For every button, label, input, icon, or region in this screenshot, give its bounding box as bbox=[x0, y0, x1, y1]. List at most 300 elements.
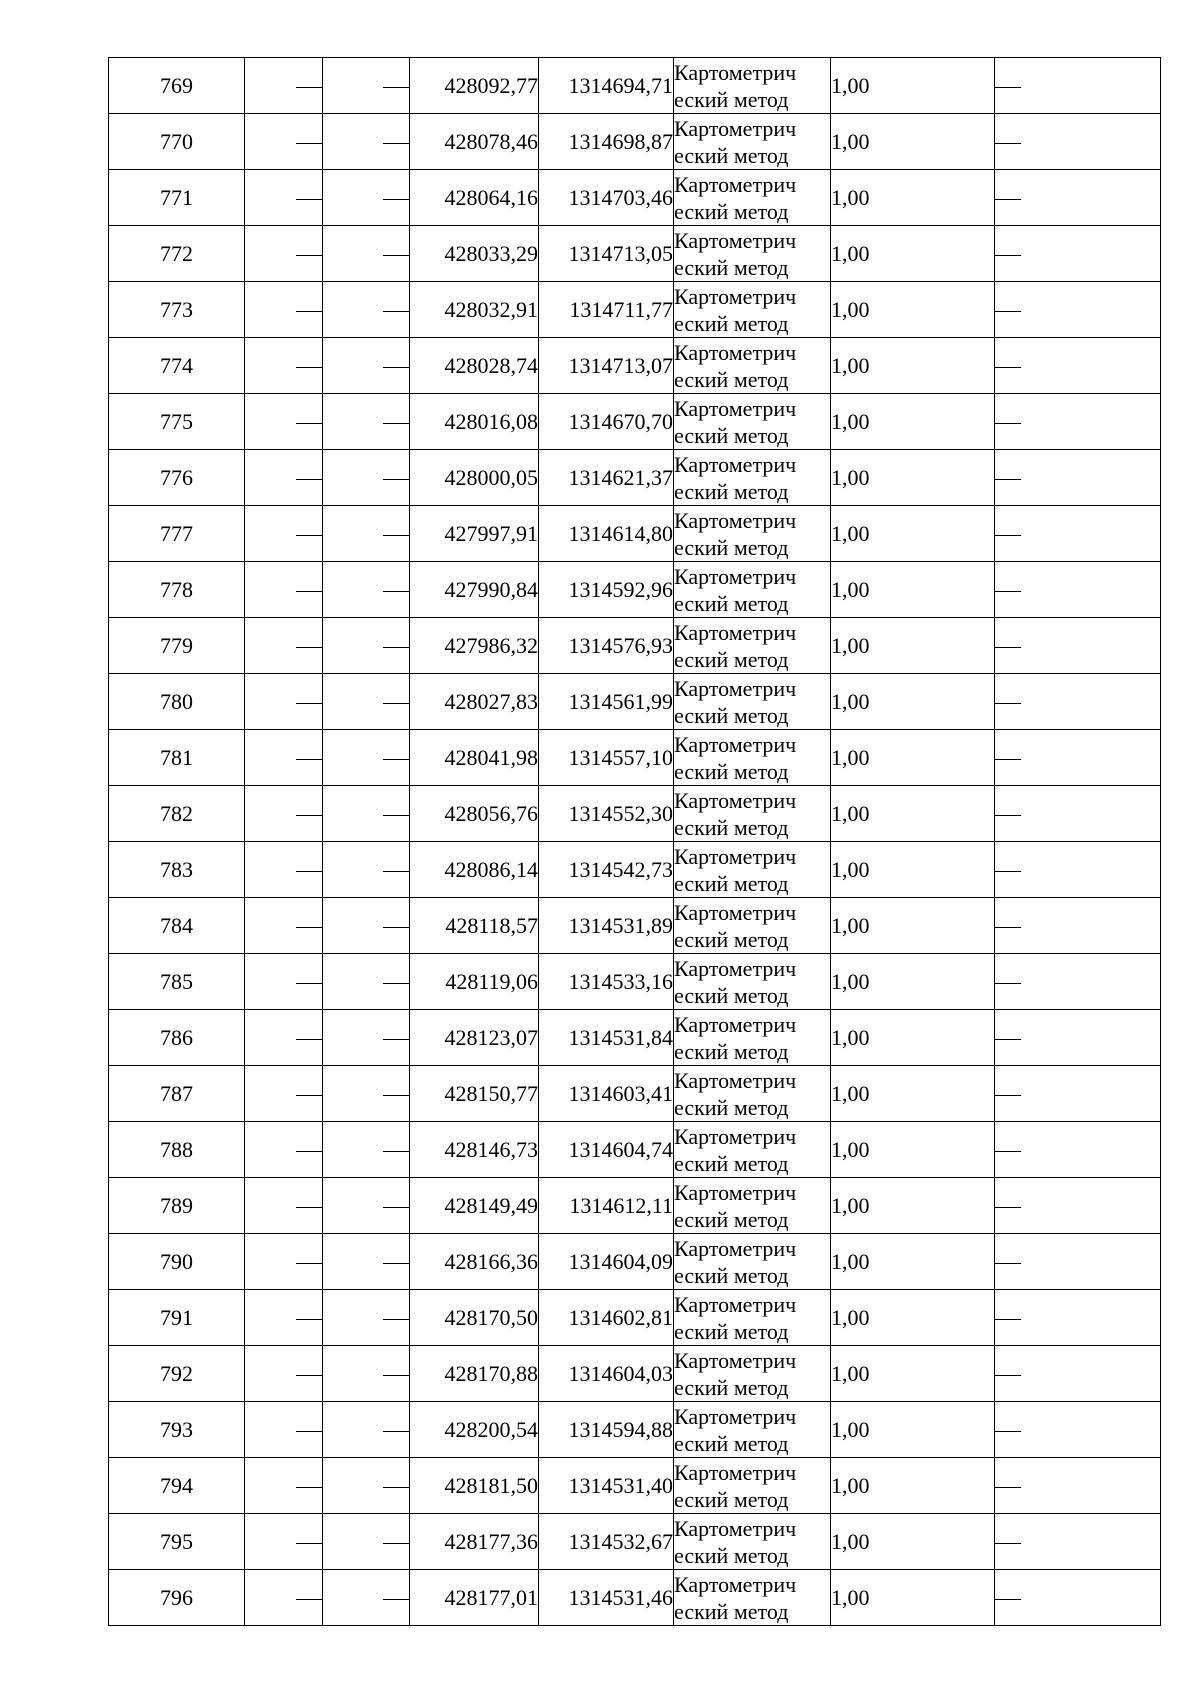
dash-mark bbox=[383, 1599, 409, 1600]
method-line-2: еский метод bbox=[674, 1430, 789, 1456]
dash-mark bbox=[296, 367, 322, 368]
method-line-2: еский метод bbox=[674, 646, 789, 672]
dash-mark bbox=[296, 1543, 322, 1544]
x-coordinate-cell: 428033,29 bbox=[410, 226, 539, 282]
point-number-cell: 769 bbox=[109, 58, 245, 114]
point-number-cell: 784 bbox=[109, 898, 245, 954]
empty-x-cell bbox=[245, 1290, 323, 1346]
dash-mark bbox=[995, 647, 1021, 648]
empty-x-cell bbox=[245, 1402, 323, 1458]
y-coordinate-cell: 1314552,30 bbox=[539, 786, 674, 842]
description-cell bbox=[995, 1010, 1161, 1066]
dash-mark bbox=[383, 815, 409, 816]
description-cell bbox=[995, 730, 1161, 786]
empty-y-cell bbox=[323, 1290, 410, 1346]
method-line-2: еский метод bbox=[674, 198, 789, 224]
empty-x-cell bbox=[245, 1010, 323, 1066]
precision-cell: 1,00 bbox=[831, 1066, 995, 1122]
method-line-2: еский метод bbox=[674, 1486, 789, 1512]
table-row bbox=[109, 394, 1161, 450]
dash-mark bbox=[383, 1039, 409, 1040]
x-coordinate-cell: 428170,88 bbox=[410, 1346, 539, 1402]
method-line-1: Картометрич bbox=[674, 1347, 797, 1373]
point-number-cell: 771 bbox=[109, 170, 245, 226]
dash-mark bbox=[995, 1431, 1021, 1432]
point-number-cell: 777 bbox=[109, 506, 245, 562]
dash-mark bbox=[995, 1599, 1021, 1600]
empty-x-cell bbox=[245, 170, 323, 226]
method-cell bbox=[674, 1178, 831, 1234]
dash-mark bbox=[383, 759, 409, 760]
precision-cell: 1,00 bbox=[831, 450, 995, 506]
description-cell bbox=[995, 1290, 1161, 1346]
dash-mark bbox=[383, 311, 409, 312]
dash-mark bbox=[995, 1543, 1021, 1544]
dash-mark bbox=[995, 759, 1021, 760]
point-number-cell: 787 bbox=[109, 1066, 245, 1122]
y-coordinate-cell: 1314531,89 bbox=[539, 898, 674, 954]
table-row bbox=[109, 338, 1161, 394]
y-coordinate-cell: 1314711,77 bbox=[539, 282, 674, 338]
precision-cell: 1,00 bbox=[831, 58, 995, 114]
method-line-1: Картометрич bbox=[674, 283, 797, 309]
method-line-1: Картометрич bbox=[674, 1459, 797, 1485]
method-line-1: Картометрич bbox=[674, 955, 797, 981]
empty-x-cell bbox=[245, 674, 323, 730]
precision-cell: 1,00 bbox=[831, 1290, 995, 1346]
dash-mark bbox=[296, 647, 322, 648]
precision-cell: 1,00 bbox=[831, 674, 995, 730]
empty-y-cell bbox=[323, 226, 410, 282]
method-line-1: Картометрич bbox=[674, 1515, 797, 1541]
empty-y-cell bbox=[323, 1570, 410, 1626]
method-cell bbox=[674, 786, 831, 842]
method-line-1: Картометрич bbox=[674, 1011, 797, 1037]
dash-mark bbox=[995, 1039, 1021, 1040]
dash-mark bbox=[383, 535, 409, 536]
y-coordinate-cell: 1314703,46 bbox=[539, 170, 674, 226]
coordinates-table bbox=[108, 57, 1161, 1626]
y-coordinate-cell: 1314557,10 bbox=[539, 730, 674, 786]
precision-cell: 1,00 bbox=[831, 226, 995, 282]
dash-mark bbox=[995, 1207, 1021, 1208]
x-coordinate-cell: 427997,91 bbox=[410, 506, 539, 562]
table-row bbox=[109, 1178, 1161, 1234]
method-line-1: Картометрич bbox=[674, 563, 797, 589]
method-cell bbox=[674, 1346, 831, 1402]
x-coordinate-cell: 428027,83 bbox=[410, 674, 539, 730]
point-number-cell: 770 bbox=[109, 114, 245, 170]
table-row bbox=[109, 450, 1161, 506]
empty-x-cell bbox=[245, 1066, 323, 1122]
dash-mark bbox=[995, 1319, 1021, 1320]
dash-mark bbox=[383, 367, 409, 368]
x-coordinate-cell: 428181,50 bbox=[410, 1458, 539, 1514]
table-body bbox=[109, 58, 1161, 1626]
empty-x-cell bbox=[245, 1346, 323, 1402]
dash-mark bbox=[995, 479, 1021, 480]
dash-mark bbox=[383, 1095, 409, 1096]
description-cell bbox=[995, 114, 1161, 170]
table-row bbox=[109, 58, 1161, 114]
precision-cell: 1,00 bbox=[831, 1458, 995, 1514]
description-cell bbox=[995, 450, 1161, 506]
empty-x-cell bbox=[245, 898, 323, 954]
empty-x-cell bbox=[245, 1234, 323, 1290]
dash-mark bbox=[383, 983, 409, 984]
precision-cell: 1,00 bbox=[831, 1010, 995, 1066]
dash-mark bbox=[296, 535, 322, 536]
empty-y-cell bbox=[323, 1234, 410, 1290]
method-line-2: еский метод bbox=[674, 814, 789, 840]
empty-y-cell bbox=[323, 1010, 410, 1066]
table-row bbox=[109, 114, 1161, 170]
method-cell bbox=[674, 954, 831, 1010]
x-coordinate-cell: 428170,50 bbox=[410, 1290, 539, 1346]
point-number-cell: 775 bbox=[109, 394, 245, 450]
description-cell bbox=[995, 506, 1161, 562]
method-cell bbox=[674, 506, 831, 562]
method-cell bbox=[674, 1290, 831, 1346]
precision-cell: 1,00 bbox=[831, 618, 995, 674]
dash-mark bbox=[296, 311, 322, 312]
method-cell bbox=[674, 562, 831, 618]
method-line-1: Картометрич bbox=[674, 1235, 797, 1261]
x-coordinate-cell: 428078,46 bbox=[410, 114, 539, 170]
dash-mark bbox=[296, 871, 322, 872]
method-line-2: еский метод bbox=[674, 422, 789, 448]
precision-cell: 1,00 bbox=[831, 338, 995, 394]
description-cell bbox=[995, 1346, 1161, 1402]
x-coordinate-cell: 428032,91 bbox=[410, 282, 539, 338]
dash-mark bbox=[296, 1263, 322, 1264]
dash-mark bbox=[296, 1095, 322, 1096]
table-row bbox=[109, 1010, 1161, 1066]
empty-x-cell bbox=[245, 282, 323, 338]
description-cell bbox=[995, 898, 1161, 954]
precision-cell: 1,00 bbox=[831, 1570, 995, 1626]
dash-mark bbox=[296, 479, 322, 480]
method-line-1: Картометрич bbox=[674, 731, 797, 757]
point-number-cell: 778 bbox=[109, 562, 245, 618]
empty-y-cell bbox=[323, 1458, 410, 1514]
description-cell bbox=[995, 1570, 1161, 1626]
empty-y-cell bbox=[323, 394, 410, 450]
dash-mark bbox=[383, 1375, 409, 1376]
method-line-2: еский метод bbox=[674, 926, 789, 952]
dash-mark bbox=[383, 479, 409, 480]
description-cell bbox=[995, 562, 1161, 618]
point-number-cell: 776 bbox=[109, 450, 245, 506]
x-coordinate-cell: 428000,05 bbox=[410, 450, 539, 506]
description-cell bbox=[995, 226, 1161, 282]
precision-cell: 1,00 bbox=[831, 562, 995, 618]
x-coordinate-cell: 428177,36 bbox=[410, 1514, 539, 1570]
dash-mark bbox=[296, 1319, 322, 1320]
dash-mark bbox=[995, 87, 1021, 88]
empty-x-cell bbox=[245, 114, 323, 170]
empty-y-cell bbox=[323, 898, 410, 954]
method-line-2: еский метод bbox=[674, 478, 789, 504]
dash-mark bbox=[383, 423, 409, 424]
x-coordinate-cell: 428016,08 bbox=[410, 394, 539, 450]
method-cell bbox=[674, 226, 831, 282]
dash-mark bbox=[383, 1431, 409, 1432]
empty-x-cell bbox=[245, 338, 323, 394]
method-cell bbox=[674, 898, 831, 954]
point-number-cell: 774 bbox=[109, 338, 245, 394]
method-line-1: Картометрич bbox=[674, 899, 797, 925]
y-coordinate-cell: 1314603,41 bbox=[539, 1066, 674, 1122]
table-row bbox=[109, 1234, 1161, 1290]
method-line-1: Картометрич bbox=[674, 1571, 797, 1597]
method-cell bbox=[674, 170, 831, 226]
method-cell bbox=[674, 394, 831, 450]
dash-mark bbox=[383, 255, 409, 256]
empty-x-cell bbox=[245, 58, 323, 114]
table-row bbox=[109, 898, 1161, 954]
dash-mark bbox=[296, 703, 322, 704]
y-coordinate-cell: 1314531,40 bbox=[539, 1458, 674, 1514]
method-line-1: Картометрич bbox=[674, 1067, 797, 1093]
method-line-1: Картометрич bbox=[674, 675, 797, 701]
x-coordinate-cell: 428041,98 bbox=[410, 730, 539, 786]
point-number-cell: 781 bbox=[109, 730, 245, 786]
point-number-cell: 792 bbox=[109, 1346, 245, 1402]
y-coordinate-cell: 1314594,88 bbox=[539, 1402, 674, 1458]
dash-mark bbox=[383, 1151, 409, 1152]
point-number-cell: 788 bbox=[109, 1122, 245, 1178]
point-number-cell: 795 bbox=[109, 1514, 245, 1570]
method-line-2: еский метод bbox=[674, 590, 789, 616]
table-row bbox=[109, 1346, 1161, 1402]
dash-mark bbox=[296, 591, 322, 592]
y-coordinate-cell: 1314531,46 bbox=[539, 1570, 674, 1626]
precision-cell: 1,00 bbox=[831, 1514, 995, 1570]
dash-mark bbox=[995, 199, 1021, 200]
method-line-2: еский метод bbox=[674, 870, 789, 896]
x-coordinate-cell: 428166,36 bbox=[410, 1234, 539, 1290]
x-coordinate-cell: 428150,77 bbox=[410, 1066, 539, 1122]
table-row bbox=[109, 730, 1161, 786]
empty-y-cell bbox=[323, 562, 410, 618]
method-line-1: Картометрич bbox=[674, 171, 797, 197]
empty-y-cell bbox=[323, 730, 410, 786]
y-coordinate-cell: 1314694,71 bbox=[539, 58, 674, 114]
method-cell bbox=[674, 1010, 831, 1066]
point-number-cell: 796 bbox=[109, 1570, 245, 1626]
empty-y-cell bbox=[323, 674, 410, 730]
point-number-cell: 791 bbox=[109, 1290, 245, 1346]
y-coordinate-cell: 1314542,73 bbox=[539, 842, 674, 898]
empty-x-cell bbox=[245, 1570, 323, 1626]
method-cell bbox=[674, 1122, 831, 1178]
empty-y-cell bbox=[323, 58, 410, 114]
x-coordinate-cell: 428056,76 bbox=[410, 786, 539, 842]
dash-mark bbox=[296, 1039, 322, 1040]
empty-x-cell bbox=[245, 562, 323, 618]
dash-mark bbox=[296, 983, 322, 984]
x-coordinate-cell: 428064,16 bbox=[410, 170, 539, 226]
method-cell bbox=[674, 1458, 831, 1514]
dash-mark bbox=[296, 87, 322, 88]
y-coordinate-cell: 1314604,74 bbox=[539, 1122, 674, 1178]
dash-mark bbox=[995, 703, 1021, 704]
dash-mark bbox=[995, 927, 1021, 928]
empty-y-cell bbox=[323, 1178, 410, 1234]
precision-cell: 1,00 bbox=[831, 1346, 995, 1402]
empty-x-cell bbox=[245, 1514, 323, 1570]
method-line-1: Картометрич bbox=[674, 787, 797, 813]
precision-cell: 1,00 bbox=[831, 1234, 995, 1290]
method-cell bbox=[674, 730, 831, 786]
table-row bbox=[109, 170, 1161, 226]
dash-mark bbox=[995, 871, 1021, 872]
point-number-cell: 793 bbox=[109, 1402, 245, 1458]
point-number-cell: 783 bbox=[109, 842, 245, 898]
dash-mark bbox=[995, 983, 1021, 984]
x-coordinate-cell: 428200,54 bbox=[410, 1402, 539, 1458]
table-row bbox=[109, 282, 1161, 338]
description-cell bbox=[995, 1514, 1161, 1570]
method-cell bbox=[674, 618, 831, 674]
empty-x-cell bbox=[245, 954, 323, 1010]
empty-x-cell bbox=[245, 730, 323, 786]
description-cell bbox=[995, 1458, 1161, 1514]
method-line-1: Картометрич bbox=[674, 843, 797, 869]
empty-x-cell bbox=[245, 226, 323, 282]
table-row bbox=[109, 506, 1161, 562]
empty-y-cell bbox=[323, 1514, 410, 1570]
empty-y-cell bbox=[323, 1346, 410, 1402]
dash-mark bbox=[995, 1095, 1021, 1096]
description-cell bbox=[995, 1122, 1161, 1178]
x-coordinate-cell: 428028,74 bbox=[410, 338, 539, 394]
dash-mark bbox=[296, 1375, 322, 1376]
method-line-1: Картометрич bbox=[674, 1179, 797, 1205]
point-number-cell: 779 bbox=[109, 618, 245, 674]
point-number-cell: 785 bbox=[109, 954, 245, 1010]
precision-cell: 1,00 bbox=[831, 282, 995, 338]
dash-mark bbox=[383, 1319, 409, 1320]
table-row bbox=[109, 842, 1161, 898]
dash-mark bbox=[383, 927, 409, 928]
method-line-2: еский метод bbox=[674, 1094, 789, 1120]
dash-mark bbox=[296, 1151, 322, 1152]
description-cell bbox=[995, 1066, 1161, 1122]
table-row bbox=[109, 786, 1161, 842]
y-coordinate-cell: 1314576,93 bbox=[539, 618, 674, 674]
precision-cell: 1,00 bbox=[831, 954, 995, 1010]
method-cell bbox=[674, 58, 831, 114]
dash-mark bbox=[995, 311, 1021, 312]
table-row bbox=[109, 954, 1161, 1010]
empty-y-cell bbox=[323, 282, 410, 338]
dash-mark bbox=[296, 927, 322, 928]
method-line-2: еский метод bbox=[674, 702, 789, 728]
method-cell bbox=[674, 842, 831, 898]
dash-mark bbox=[296, 423, 322, 424]
precision-cell: 1,00 bbox=[831, 506, 995, 562]
point-number-cell: 773 bbox=[109, 282, 245, 338]
method-cell bbox=[674, 1234, 831, 1290]
x-coordinate-cell: 427986,32 bbox=[410, 618, 539, 674]
point-number-cell: 789 bbox=[109, 1178, 245, 1234]
dash-mark bbox=[383, 871, 409, 872]
method-line-2: еский метод bbox=[674, 758, 789, 784]
dash-mark bbox=[296, 1487, 322, 1488]
y-coordinate-cell: 1314533,16 bbox=[539, 954, 674, 1010]
method-cell bbox=[674, 1570, 831, 1626]
table-row bbox=[109, 674, 1161, 730]
table-row bbox=[109, 1458, 1161, 1514]
dash-mark bbox=[995, 367, 1021, 368]
table-row bbox=[109, 1570, 1161, 1626]
point-number-cell: 782 bbox=[109, 786, 245, 842]
method-cell bbox=[674, 114, 831, 170]
empty-y-cell bbox=[323, 786, 410, 842]
empty-y-cell bbox=[323, 1402, 410, 1458]
dash-mark bbox=[296, 143, 322, 144]
dash-mark bbox=[296, 759, 322, 760]
empty-y-cell bbox=[323, 114, 410, 170]
method-line-1: Картометрич bbox=[674, 227, 797, 253]
table-row bbox=[109, 1402, 1161, 1458]
method-line-2: еский метод bbox=[674, 1318, 789, 1344]
empty-x-cell bbox=[245, 1178, 323, 1234]
empty-y-cell bbox=[323, 1122, 410, 1178]
dash-mark bbox=[995, 1375, 1021, 1376]
dash-mark bbox=[995, 143, 1021, 144]
dash-mark bbox=[995, 535, 1021, 536]
empty-x-cell bbox=[245, 618, 323, 674]
y-coordinate-cell: 1314531,84 bbox=[539, 1010, 674, 1066]
empty-y-cell bbox=[323, 338, 410, 394]
point-number-cell: 780 bbox=[109, 674, 245, 730]
empty-x-cell bbox=[245, 450, 323, 506]
method-cell bbox=[674, 450, 831, 506]
empty-x-cell bbox=[245, 394, 323, 450]
table-row bbox=[109, 1290, 1161, 1346]
method-line-1: Картометрич bbox=[674, 1403, 797, 1429]
dash-mark bbox=[995, 815, 1021, 816]
method-line-2: еский метод bbox=[674, 142, 789, 168]
empty-y-cell bbox=[323, 842, 410, 898]
dash-mark bbox=[383, 1487, 409, 1488]
dash-mark bbox=[296, 1431, 322, 1432]
y-coordinate-cell: 1314713,07 bbox=[539, 338, 674, 394]
dash-mark bbox=[296, 255, 322, 256]
x-coordinate-cell: 427990,84 bbox=[410, 562, 539, 618]
description-cell bbox=[995, 170, 1161, 226]
method-line-2: еский метод bbox=[674, 1374, 789, 1400]
precision-cell: 1,00 bbox=[831, 1178, 995, 1234]
method-line-2: еский метод bbox=[674, 1598, 789, 1624]
precision-cell: 1,00 bbox=[831, 786, 995, 842]
table-row bbox=[109, 226, 1161, 282]
method-line-2: еский метод bbox=[674, 982, 789, 1008]
method-cell bbox=[674, 1514, 831, 1570]
y-coordinate-cell: 1314698,87 bbox=[539, 114, 674, 170]
y-coordinate-cell: 1314561,99 bbox=[539, 674, 674, 730]
dash-mark bbox=[383, 143, 409, 144]
dash-mark bbox=[995, 1151, 1021, 1152]
description-cell bbox=[995, 1234, 1161, 1290]
y-coordinate-cell: 1314592,96 bbox=[539, 562, 674, 618]
precision-cell: 1,00 bbox=[831, 1402, 995, 1458]
method-cell bbox=[674, 282, 831, 338]
description-cell bbox=[995, 842, 1161, 898]
